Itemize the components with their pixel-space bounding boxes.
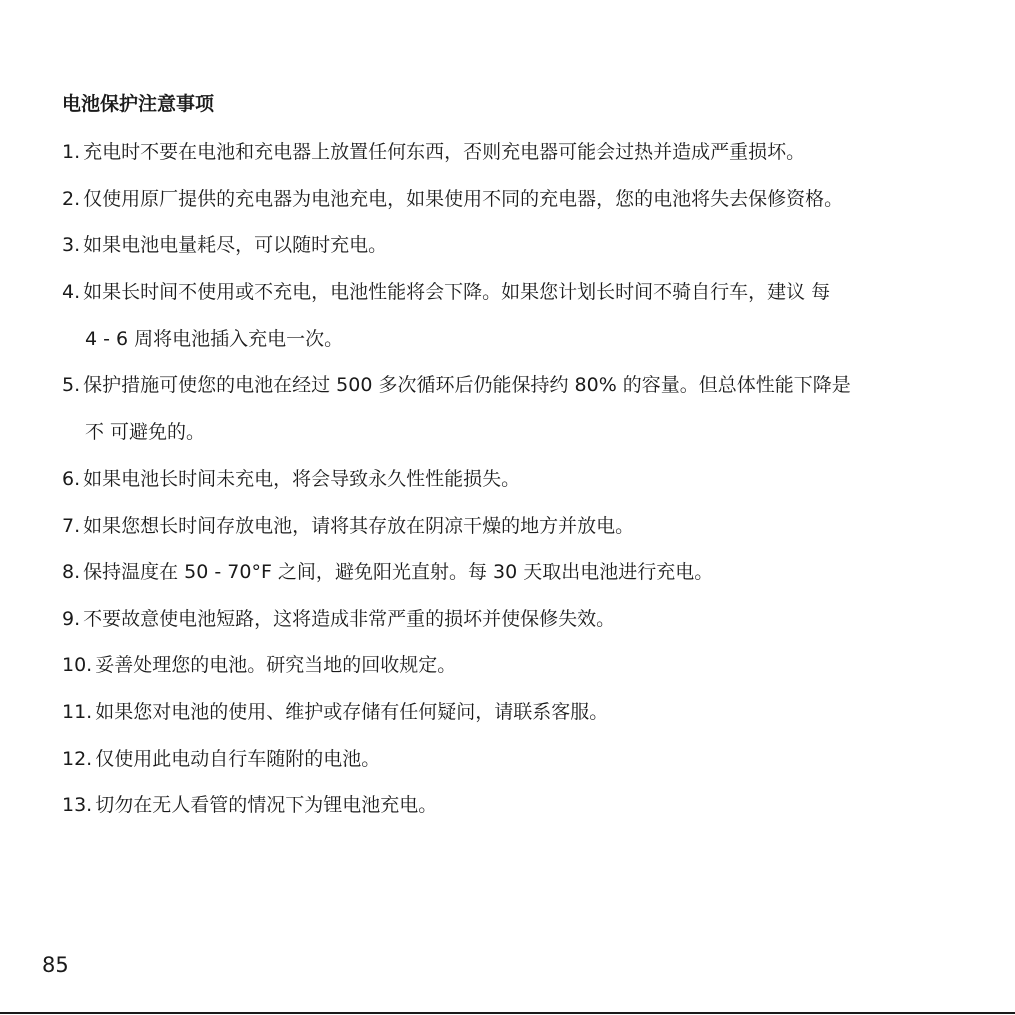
page-number: 85 bbox=[42, 953, 69, 977]
item-text: 仅使用此电动自行车随附的电池。 bbox=[95, 747, 381, 770]
item-text: 如果您对电池的使用、维护或存储有任何疑问，请联系客服。 bbox=[95, 700, 609, 723]
list-item bbox=[62, 370, 992, 448]
item-number: 3. bbox=[62, 234, 81, 257]
list-item bbox=[62, 604, 992, 635]
list-item bbox=[62, 230, 992, 261]
list-item bbox=[62, 790, 992, 821]
list-item bbox=[62, 557, 992, 588]
item-text: 充电时不要在电池和充电器上放置任何东西，否则充电器可能会过热并造成严重损坏。 bbox=[83, 141, 806, 163]
item-number: 10. bbox=[62, 654, 93, 677]
item-text: 不要故意使电池短路，这将造成非常严重的损坏并使保修失效。 bbox=[83, 607, 616, 630]
item-text-continuation: 4 - 6 周将电池插入充电一次。 bbox=[85, 327, 344, 350]
page-title: 电池保护注意事项 bbox=[62, 93, 215, 115]
item-text: 切勿在无人看管的情况下为锂电池充电。 bbox=[95, 794, 438, 817]
item-number: 6. bbox=[62, 467, 81, 490]
item-number: 4. bbox=[62, 280, 81, 303]
item-text: 如果长时间不使用或不充电，电池性能将会下降。如果您计划长时间不骑自行车，建议 每 bbox=[83, 280, 831, 303]
item-number: 2. bbox=[62, 187, 81, 210]
item-number: 5. bbox=[62, 374, 81, 397]
item-number: 1. bbox=[62, 141, 81, 163]
item-text: 如果电池电量耗尽，可以随时充电。 bbox=[83, 234, 388, 257]
list-item bbox=[62, 744, 992, 775]
instruction-list bbox=[62, 137, 992, 837]
list-item bbox=[62, 511, 992, 542]
item-text: 保护措施可使您的电池在经过 500 多次循环后仍能保持约 80% 的容量。但总体性能下降是 bbox=[83, 374, 851, 397]
bottom-divider bbox=[0, 1012, 1015, 1014]
item-number: 7. bbox=[62, 514, 81, 537]
list-item bbox=[62, 650, 992, 681]
item-number: 9. bbox=[62, 607, 81, 630]
item-number: 12. bbox=[62, 747, 93, 770]
item-number: 13. bbox=[62, 794, 93, 817]
list-item bbox=[62, 277, 992, 355]
item-number: 11. bbox=[62, 700, 93, 723]
item-number: 8. bbox=[62, 561, 81, 584]
list-item bbox=[62, 697, 992, 728]
item-text: 如果电池长时间未充电，将会导致永久性性能损失。 bbox=[83, 467, 521, 490]
list-item bbox=[62, 184, 992, 215]
item-text: 如果您想长时间存放电池，请将其存放在阴凉干燥的地方并放电。 bbox=[83, 514, 635, 537]
item-text: 妥善处理您的电池。研究当地的回收规定。 bbox=[95, 654, 457, 677]
item-text-continuation: 不 可避免的。 bbox=[85, 421, 206, 444]
item-text: 保持温度在 50 - 70°F 之间，避免阳光直射。每 30 天取出电池进行充电。 bbox=[83, 561, 714, 584]
list-item bbox=[62, 137, 992, 168]
item-text: 仅使用原厂提供的充电器为电池充电，如果使用不同的充电器，您的电池将失去保修资格。 bbox=[83, 187, 844, 210]
list-item bbox=[62, 464, 992, 495]
